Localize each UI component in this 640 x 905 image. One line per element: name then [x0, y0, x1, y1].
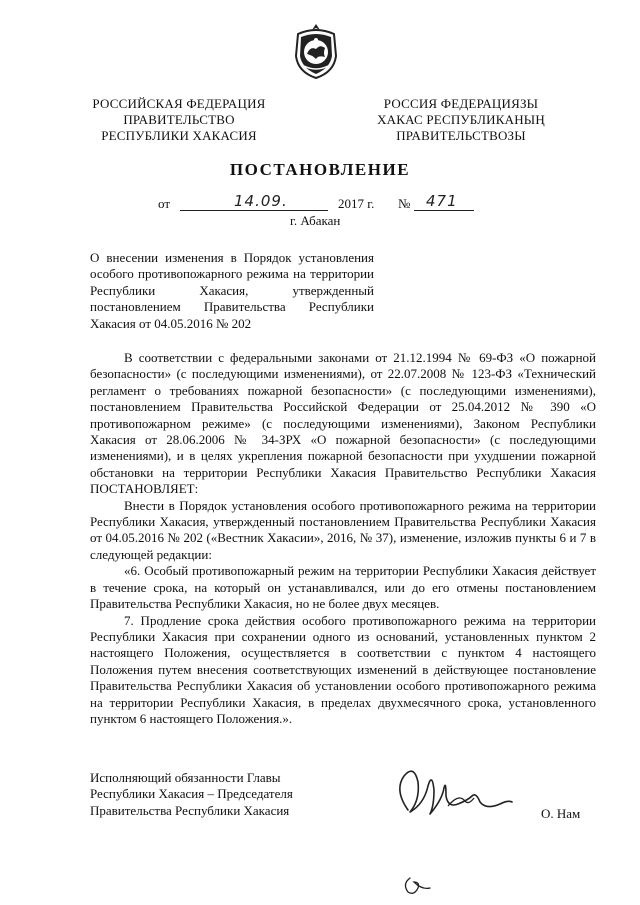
date-number-line	[158, 192, 488, 214]
date-underline	[180, 210, 328, 211]
signatory-line: Правительства Республики Хакасия	[90, 802, 290, 818]
number-underline	[414, 210, 474, 211]
city-label: г. Абакан	[290, 213, 341, 228]
header-right-line: ХАКАС РЕСПУБЛИКАНЫҢ	[377, 112, 545, 127]
signatory-line: Исполняющий обязанности Главы	[90, 770, 281, 785]
body-paragraph: Внести в Порядок установления особого противопожарного режима на территории Республики Хакасия, утвержденный постановлением Правительства Республики Хакасия от 04.05.2016 № 202 («Вестник Хакасии», 2016, № 37), изменение, изложив пункты 6 и 7 в следующей редакции:	[90, 497, 596, 562]
header-right-line: ПРАВИТЕЛЬСТВОЗЫ	[396, 128, 526, 143]
handwritten-date: 14.09.	[234, 192, 288, 210]
handwritten-signature-icon	[388, 760, 518, 822]
body-paragraph: «6. Особый противопожарный режим на территории Республики Хакасия действует в течение срока, на который он устанавливался, или до его отмены постановлением Правительства Республики Хакасия, но не более двух месяцев.	[90, 563, 596, 612]
document-subject: О внесении изменения в Порядок установления особого противопожарного режима на территории Республики Хакасия, утвержденный постановлением Правительства Республики Хакасия от 04.05.2016 № 202	[90, 250, 374, 331]
coat-of-arms-icon	[290, 22, 342, 80]
signatory-title	[90, 770, 350, 819]
header-left-line: ПРАВИТЕЛЬСТВО	[123, 112, 235, 127]
header-right-block	[366, 96, 556, 144]
body-paragraph: 7. Продление срока действия особого противопожарного режима на территории Республики Хакасия при сохранении одного из оснований, установленных пунктом 2 настоящего Положения, осуществляется в соответствии с пунктом 4 настоящего Положения путем внесения соответствующих изменений в действующее постановление Правительства Республики Хакасия об установлении особого противопожарного режима на территории Республики Хакасия, в пределах двухмесячного срока, установленного пунктом 6 настоящего Положения.».	[90, 612, 596, 726]
header-left-line: РЕСПУБЛИКИ ХАКАСИЯ	[101, 128, 257, 143]
document-body	[90, 350, 596, 727]
header-left-block	[84, 96, 274, 144]
from-label: от	[158, 196, 171, 211]
header-right-line: РОССИЯ ФЕДЕРАЦИЯЗЫ	[383, 96, 539, 111]
number-sign: №	[398, 196, 411, 211]
header-left-line: РОССИЙСКАЯ ФЕДЕРАЦИЯ	[92, 96, 266, 111]
signatory-line: Республики Хакасия – Председателя	[90, 786, 293, 802]
body-paragraph: В соответствии с федеральными законами от 21.12.1994 № 69-ФЗ «О пожарной безопасности» (с последующими изменениями), от 22.07.2008 № 123-ФЗ «Технический регламент о требованиях пожарной безопасности» (с последующими изменениями), постановлением Правительства Российской Федерации от 25.04.2012 № 390 «О противопожарном режиме» (с последующими изменениями), Законом Республики Хакасия от 28.06.2006 № 34-ЗРХ «О пожарной безопасности» (с последующими изменениями), и в целях укрепления пожарной безопасности при ухудшении пожарной обстановки на территории Республики Хакасия Правительство Республики Хакасия ПОСТАНОВЛЯЕТ:	[90, 350, 596, 497]
document-title: ПОСТАНОВЛЕНИЕ	[229, 160, 411, 179]
year-label: 2017 г.	[338, 196, 375, 211]
handwritten-number: 471	[426, 192, 458, 210]
signatory-name: О. Нам	[541, 806, 581, 821]
handwritten-initial-mark-icon	[400, 872, 434, 898]
